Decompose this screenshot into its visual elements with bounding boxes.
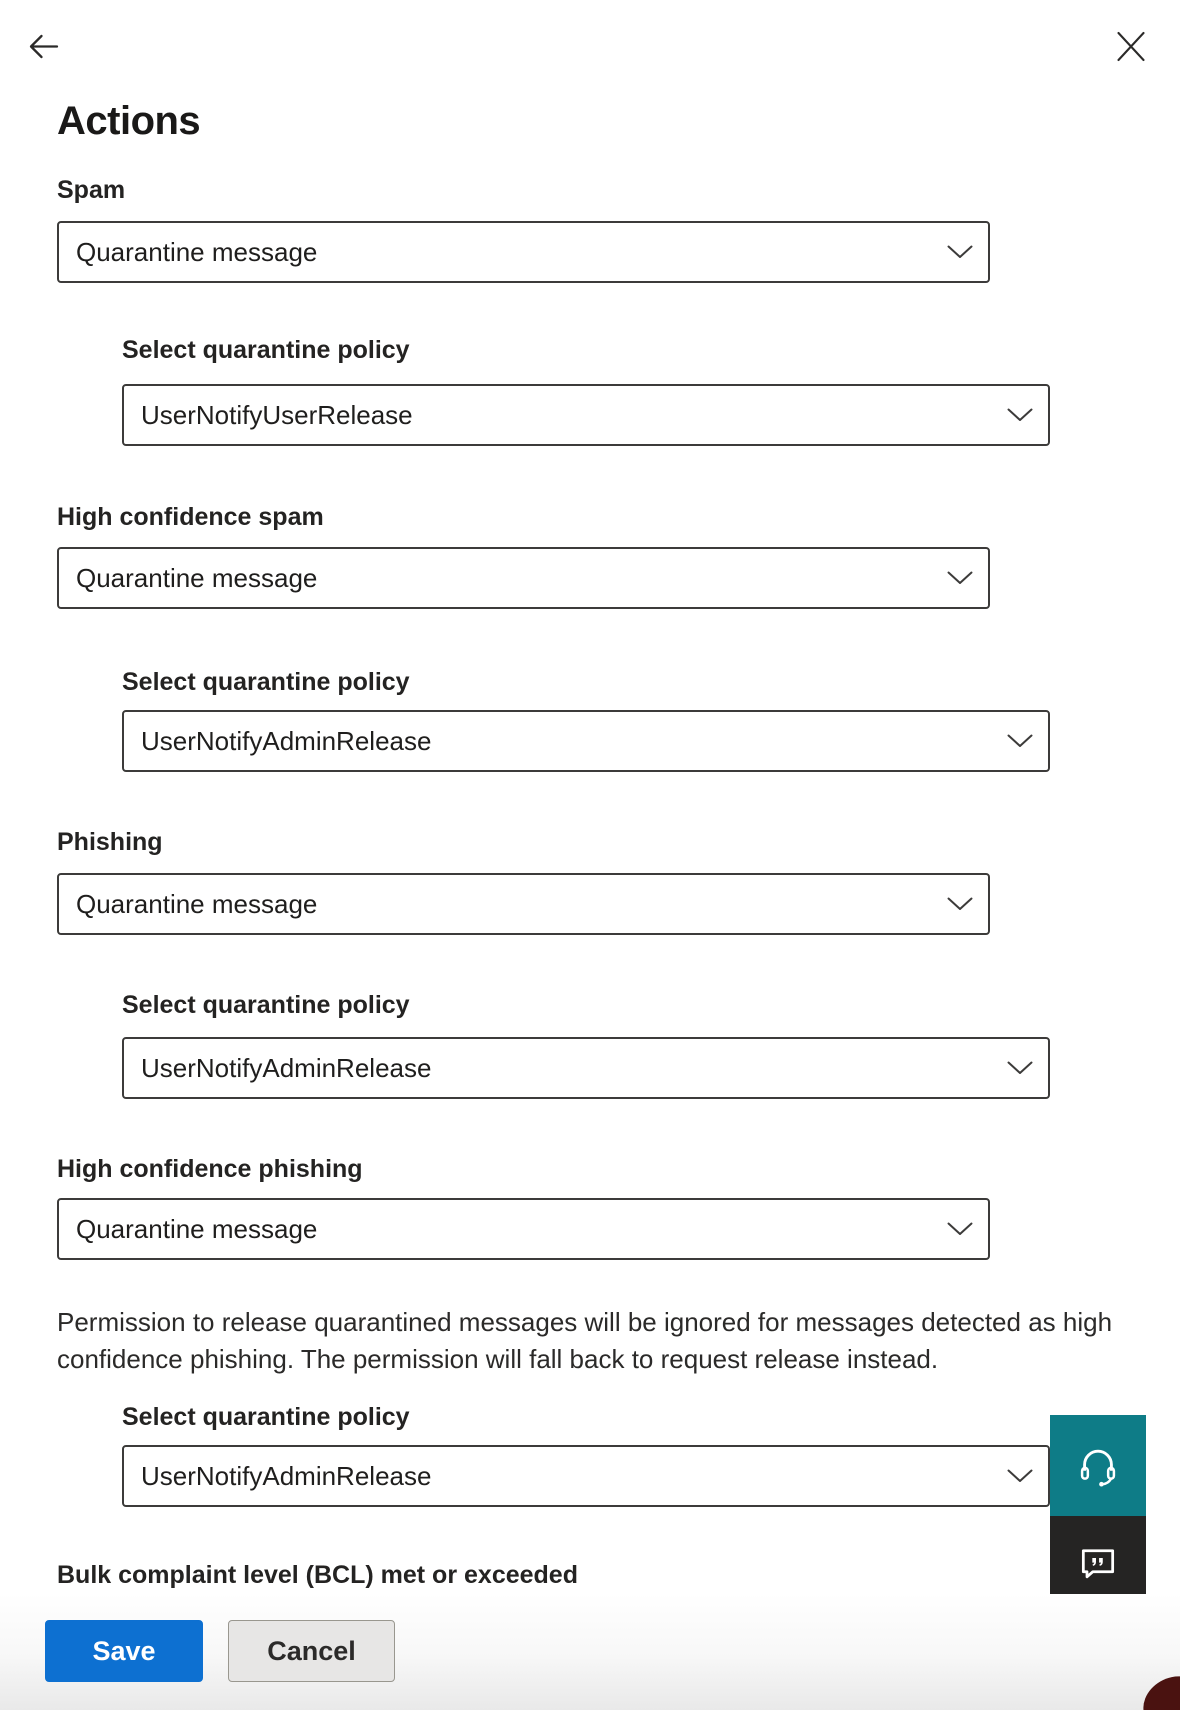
phishing-policy-value: UserNotifyAdminRelease (141, 1052, 432, 1083)
page-title: Actions (57, 99, 201, 143)
spam-policy-dropdown[interactable] (122, 384, 1050, 446)
high-confidence-spam-policy-value: UserNotifyAdminRelease (141, 725, 432, 756)
high-confidence-phishing-action-value: Quarantine message (76, 1213, 318, 1244)
back-button[interactable] (24, 28, 62, 66)
high-confidence-phishing-policy-value: UserNotifyAdminRelease (141, 1460, 432, 1491)
bulk-complaint-level-label: Bulk complaint level (BCL) met or exceeded (57, 1561, 578, 1589)
chevron-down-icon (1007, 408, 1033, 422)
cancel-button[interactable]: Cancel (228, 1620, 395, 1682)
close-icon (1114, 29, 1148, 63)
high-confidence-spam-policy-dropdown[interactable] (122, 710, 1050, 772)
chevron-down-icon (1007, 734, 1033, 748)
high-confidence-spam-action-value: Quarantine message (76, 562, 318, 593)
close-button[interactable] (1114, 29, 1148, 63)
help-button[interactable] (1050, 1415, 1146, 1516)
high-confidence-phishing-note: Permission to release quarantined messages will be ignored for messages detected as high confidence phishing. The permission will fall back to request release instead. (57, 1307, 1113, 1374)
high-confidence-phishing-policy-label: Select quarantine policy (122, 1403, 410, 1431)
phishing-action-value: Quarantine message (76, 888, 318, 919)
spam-action-value: Quarantine message (76, 236, 318, 267)
back-arrow-icon (24, 28, 62, 66)
phishing-label: Phishing (57, 828, 163, 856)
high-confidence-phishing-action-dropdown[interactable] (57, 1198, 990, 1260)
spam-policy-value: UserNotifyUserRelease (141, 399, 413, 430)
high-confidence-phishing-label: High confidence phishing (57, 1155, 363, 1183)
high-confidence-spam-action-dropdown[interactable] (57, 547, 990, 609)
high-confidence-phishing-policy-dropdown[interactable] (122, 1445, 1050, 1507)
phishing-policy-dropdown[interactable] (122, 1037, 1050, 1099)
chevron-down-icon (947, 1222, 973, 1236)
spam-action-dropdown[interactable] (57, 221, 990, 283)
phishing-action-dropdown[interactable] (57, 873, 990, 935)
spam-label: Spam (57, 176, 126, 204)
headset-icon (1075, 1443, 1121, 1489)
chevron-down-icon (947, 897, 973, 911)
chevron-down-icon (1007, 1469, 1033, 1483)
save-button[interactable]: Save (45, 1620, 203, 1682)
chevron-down-icon (947, 571, 973, 585)
high-confidence-spam-policy-label: Select quarantine policy (122, 668, 410, 696)
high-confidence-spam-label: High confidence spam (57, 503, 324, 531)
chevron-down-icon (947, 245, 973, 259)
phishing-policy-label: Select quarantine policy (122, 991, 410, 1019)
chevron-down-icon (1007, 1061, 1033, 1075)
chat-icon (1076, 1542, 1120, 1586)
spam-policy-label: Select quarantine policy (122, 336, 410, 364)
